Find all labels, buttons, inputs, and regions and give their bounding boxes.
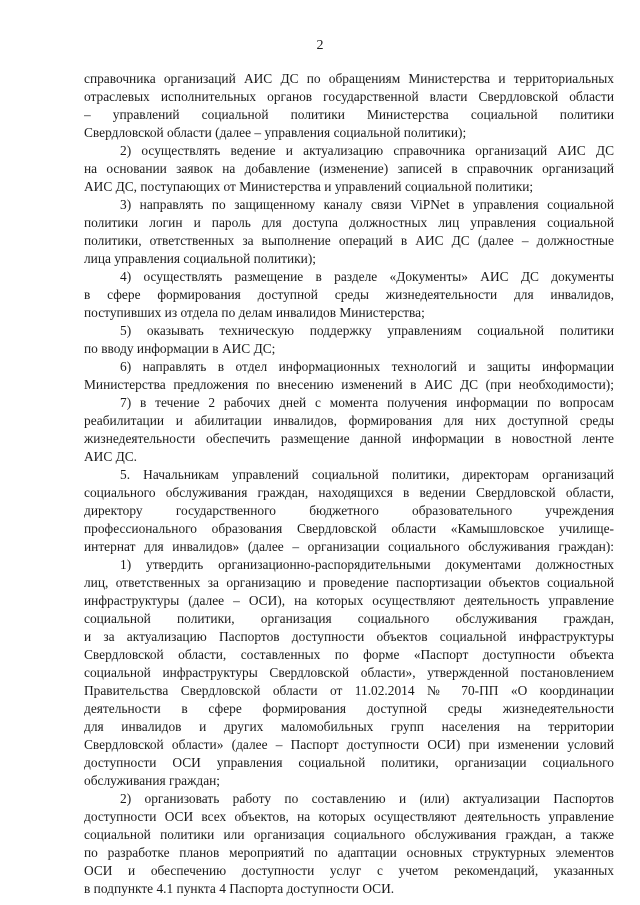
text-line: в подпункте 4.1 пункта 4 Паспорта доступности ОСИ. bbox=[84, 881, 395, 896]
text-line: Свердловской области, составленных по форме «Паспорт доступности объекта bbox=[84, 647, 614, 662]
text-line: 3) направлять по защищенному каналу связи ViPNet в управления социальной bbox=[120, 197, 614, 212]
text-line: 4) осуществлять размещение в разделе «Документы» АИС ДС документы bbox=[120, 269, 614, 284]
text-line: в сфере формирования доступной среды жизнедеятельности для инвалидов, bbox=[84, 287, 614, 302]
text-line: социального обслуживания граждан, находящихся в ведении Свердловской области, bbox=[84, 485, 614, 500]
text-line: лица управления социальной политики); bbox=[84, 251, 317, 266]
text-line: лиц, ответственных за организацию и проведение паспортизации объектов социальной bbox=[84, 575, 614, 590]
text-line: АИС ДС, поступающих от Министерства и управлений социальной политики; bbox=[84, 179, 534, 194]
text-line: – управлений социальной политики Министерства социальной политики bbox=[84, 107, 614, 122]
text-line: директору государственного бюджетного образовательного учреждения bbox=[84, 503, 614, 518]
text-line: 7) в течение 2 рабочих дней с момента получения информации по вопросам bbox=[120, 395, 614, 410]
text-line: реабилитации и абилитации инвалидов, формирования для них доступной среды bbox=[84, 413, 614, 428]
text-line: Свердловской области» (далее – Паспорт доступности ОСИ) при изменении условий bbox=[84, 737, 614, 752]
text-line: Правительства Свердловской области от 11.02.2014 № 70-ПП «О координации bbox=[84, 683, 614, 698]
text-line: для инвалидов и других маломобильных групп населения на территории bbox=[84, 719, 614, 734]
text-line: доступности ОСИ всех объектов, на которых осуществляют деятельность управление bbox=[84, 809, 614, 824]
text-line: 6) направлять в отдел информационных технологий и защиты информации bbox=[120, 359, 614, 374]
text-line: жизнедеятельности обеспечить размещение данной информации в новостной ленте bbox=[84, 431, 614, 446]
text-line: 2) осуществлять ведение и актуализацию справочника организаций АИС ДС bbox=[120, 143, 614, 158]
text-line: социальной инфраструктуры Свердловской области», утвержденной постановлением bbox=[84, 665, 614, 680]
text-line: инфраструктуры (далее – ОСИ), на которых осуществляют деятельность управление bbox=[84, 593, 614, 608]
text-line: интернат для инвалидов» (далее – организации социального обслуживания граждан): bbox=[84, 539, 614, 554]
text-line: Свердловской области (далее – управления социальной политики); bbox=[84, 125, 467, 140]
text-line: социальной политики, организация социального обслуживания граждан, bbox=[84, 611, 614, 626]
text-line: 1) утвердить организационно-распорядительными документами должностных bbox=[120, 557, 614, 572]
text-line: профессионального образования Свердловской области «Камышловское училище- bbox=[84, 521, 614, 536]
text-line: деятельности в сфере формирования доступной среды жизнедеятельности bbox=[84, 701, 614, 716]
text-line: по разработке планов мероприятий по адаптации основных структурных элементов bbox=[84, 845, 614, 860]
text-line: по вводу информации в АИС ДС; bbox=[84, 341, 276, 356]
text-line: политики, ответственных за выполнение операций в АИС ДС (далее – должностные bbox=[84, 233, 614, 248]
text-line: политики логин и пароль для доступа должностных лиц управления социальной bbox=[84, 215, 614, 230]
text-line: и за актуализацию Паспортов доступности объектов социальной инфраструктуры bbox=[84, 629, 614, 644]
text-line: обслуживания граждан; bbox=[84, 773, 221, 788]
text-line: отраслевых исполнительных органов государственной власти Свердловской области bbox=[84, 89, 614, 104]
text-line: 5. Начальникам управлений социальной политики, директорам организаций bbox=[120, 467, 614, 482]
text-line: поступивших из отдела по делам инвалидов Министерства; bbox=[84, 305, 425, 320]
text-line: социальной политики или организация социального обслуживания граждан, а также bbox=[84, 827, 614, 842]
text-line: АИС ДС. bbox=[84, 449, 138, 464]
text-line: справочника организаций АИС ДС по обращениям Министерства и территориальных bbox=[84, 71, 614, 86]
page-number: 2 bbox=[316, 38, 324, 53]
text-line: 5) оказывать техническую поддержку управлениям социальной политики bbox=[120, 323, 614, 338]
text-line: доступности ОСИ управления социальной политики, организации социального bbox=[84, 755, 614, 770]
text-line: Министерства предложения по внесению изменений в АИС ДС (при необходимости); bbox=[84, 377, 614, 392]
text-line: ОСИ и обеспечению доступности услуг с учетом рекомендаций, указанных bbox=[84, 863, 614, 878]
text-line: на основании заявок на добавление (изменение) записей в справочник организаций bbox=[84, 161, 614, 176]
text-line: 2) организовать работу по составлению и (или) актуализации Паспортов bbox=[120, 791, 614, 806]
document-body bbox=[84, 70, 614, 898]
